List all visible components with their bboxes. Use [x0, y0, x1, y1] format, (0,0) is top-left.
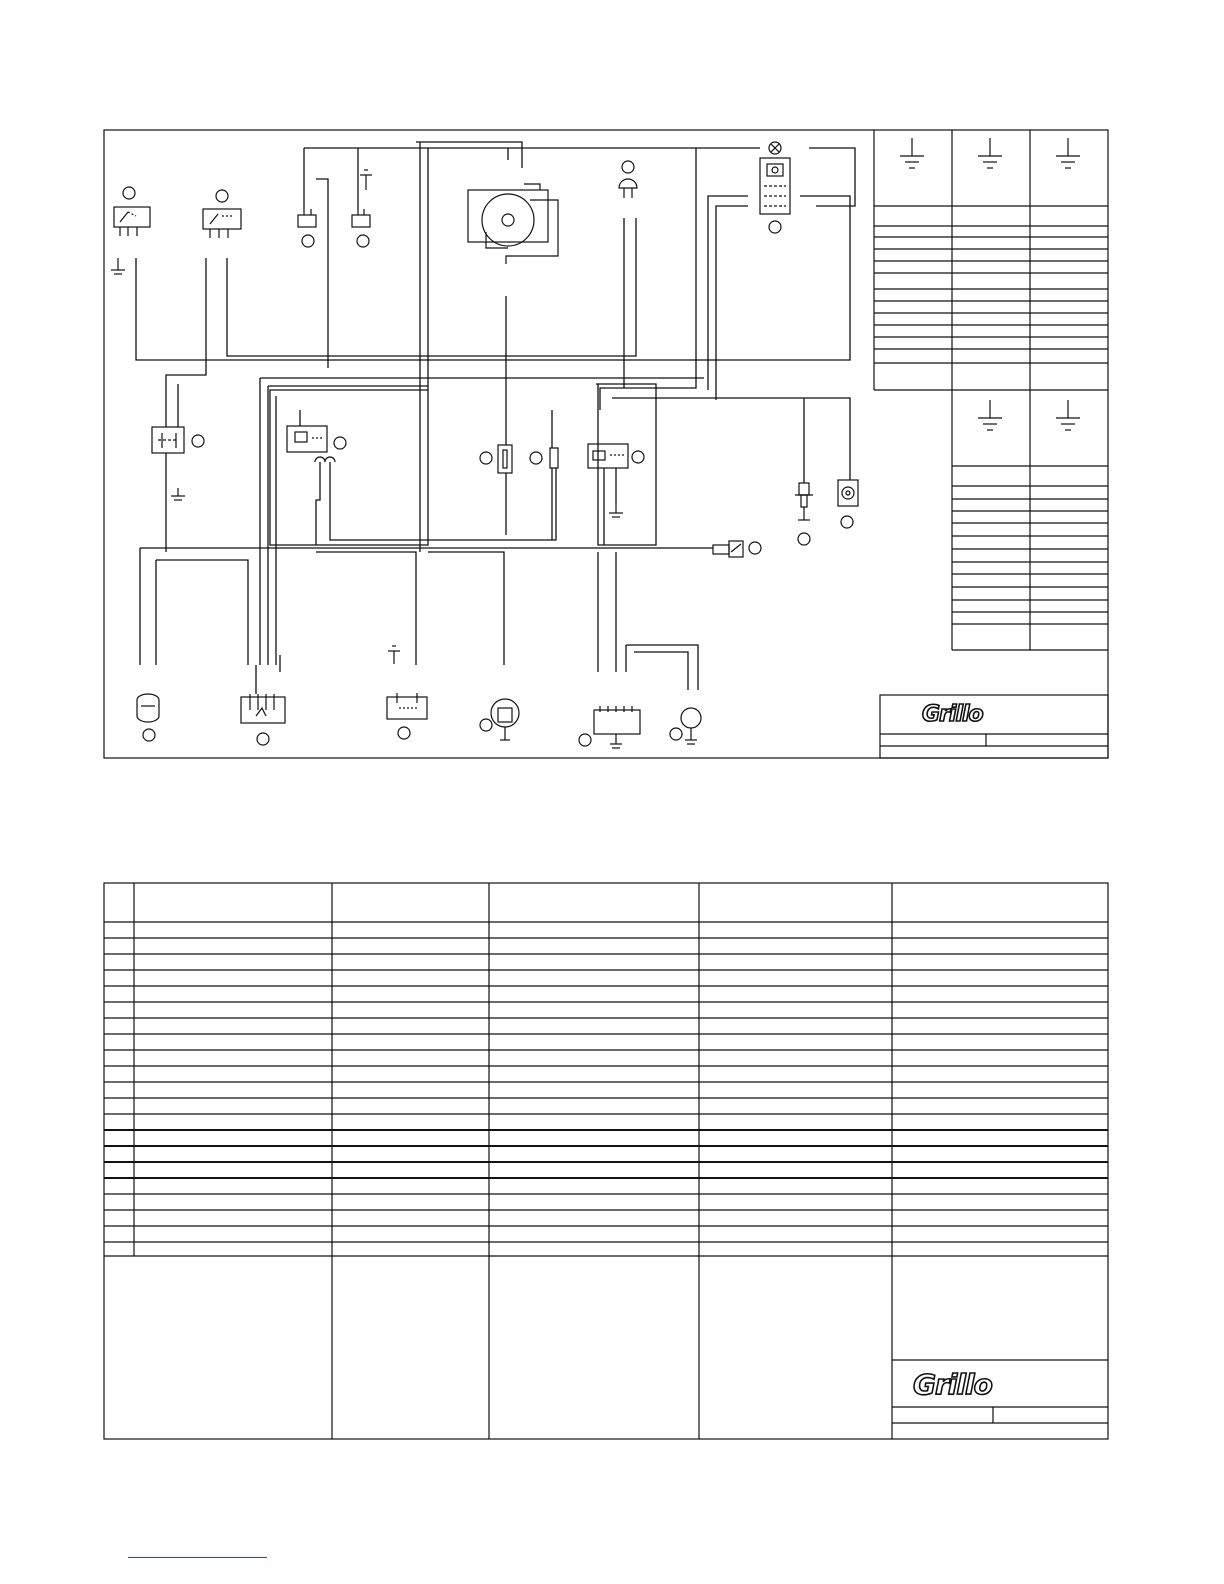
ground-icon: [1056, 138, 1080, 168]
alternator-18-icon: [670, 708, 701, 744]
wiring-harness: [136, 142, 855, 694]
brand-logo-bottom: Grillo: [913, 1368, 992, 1401]
relay-6-icon: [287, 426, 346, 462]
fuse-7-icon: [480, 445, 512, 473]
brand-logo-top: Grillo: [922, 702, 983, 727]
connector-3-icon: [298, 209, 316, 247]
footer-link-underline[interactable]: [128, 1557, 267, 1558]
gauge-16-icon: [480, 699, 519, 740]
fuse-8-icon: [530, 448, 558, 468]
battery-15-icon: [387, 646, 427, 739]
ignition-17-icon: [579, 706, 640, 748]
switch-12-icon: [713, 541, 761, 557]
switch-2-icon: [203, 190, 241, 238]
ground-icon: [978, 400, 1002, 430]
instrument-cluster-icon: [760, 142, 790, 233]
component-table: [104, 883, 1108, 1439]
sensor-11-icon: [838, 480, 858, 528]
sensor-10-icon: [795, 483, 813, 545]
lamp-13-icon: [137, 694, 159, 741]
title-block-top: [880, 695, 1108, 758]
connector-4-icon: [352, 170, 372, 247]
ground-icon: [1056, 400, 1080, 430]
ground-icon: [978, 138, 1002, 168]
legend-panel: [874, 130, 1108, 650]
horn-icon: [619, 161, 637, 198]
ground-icon: [900, 138, 924, 168]
switch-5-icon: [152, 427, 204, 500]
switch-1-icon: [111, 187, 150, 274]
regulator-14-icon: [241, 694, 285, 745]
motor-icon: [468, 184, 558, 264]
